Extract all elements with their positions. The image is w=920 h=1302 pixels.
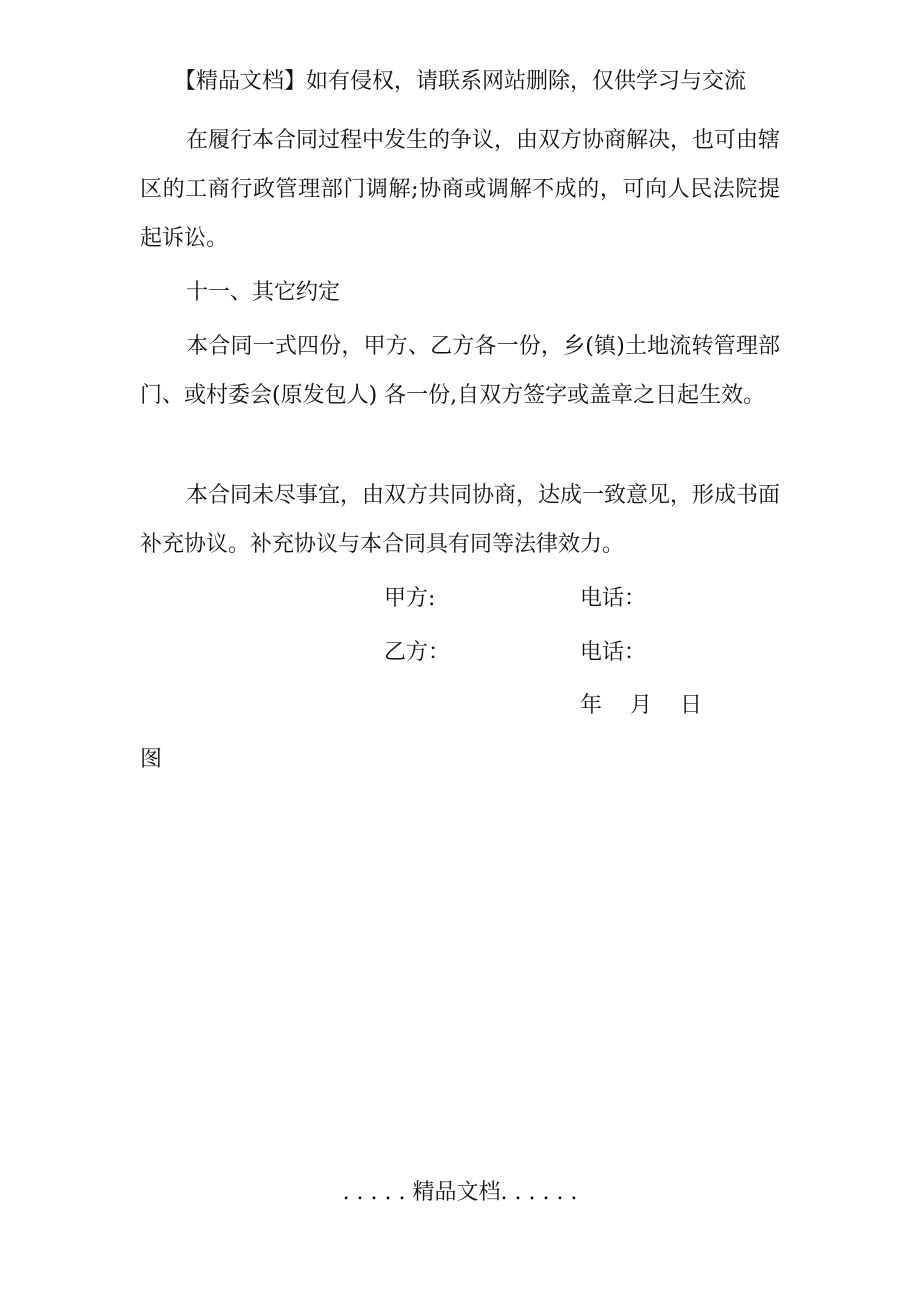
signature-date: 年 月 日 [580,693,702,718]
section-title-text: 十一、其它约定 [186,280,341,305]
party-a-label: 甲方: [384,586,436,611]
supplement-text: 本合同未尽事宜，由双方共同协商，达成一致意见，形成书面补充协议。补充协议与本合同具有同等法律效力。 [140,483,781,557]
party-b-label: 乙方： [384,640,451,665]
copies-paragraph [140,322,780,420]
party-a-phone-label: 电话： [580,586,647,611]
supplement-paragraph [140,471,780,569]
dispute-text: 在履行本合同过程中发生的争议，由双方协商解决，也可由辖区的工商行政管理部门调解;协商或调解不成的，可向人民法院提起诉讼。 [140,128,781,251]
figure-label: 图 [140,747,163,772]
section-title [140,268,780,317]
document-footer: . . . . . 精品文档. . . . . . [342,1180,578,1205]
document-header: 【精品文档】如有侵权，请联系网站删除，仅供学习与交流 [173,69,746,94]
party-b-phone-label: 电话： [580,640,647,665]
dispute-paragraph [140,116,780,263]
copies-text: 本合同一式四份，甲方、乙方各一份，乡(镇)土地流转管理部门、或村委会(原发包人) 各一份,自双方签字或盖章之日起生效。 [140,334,780,408]
